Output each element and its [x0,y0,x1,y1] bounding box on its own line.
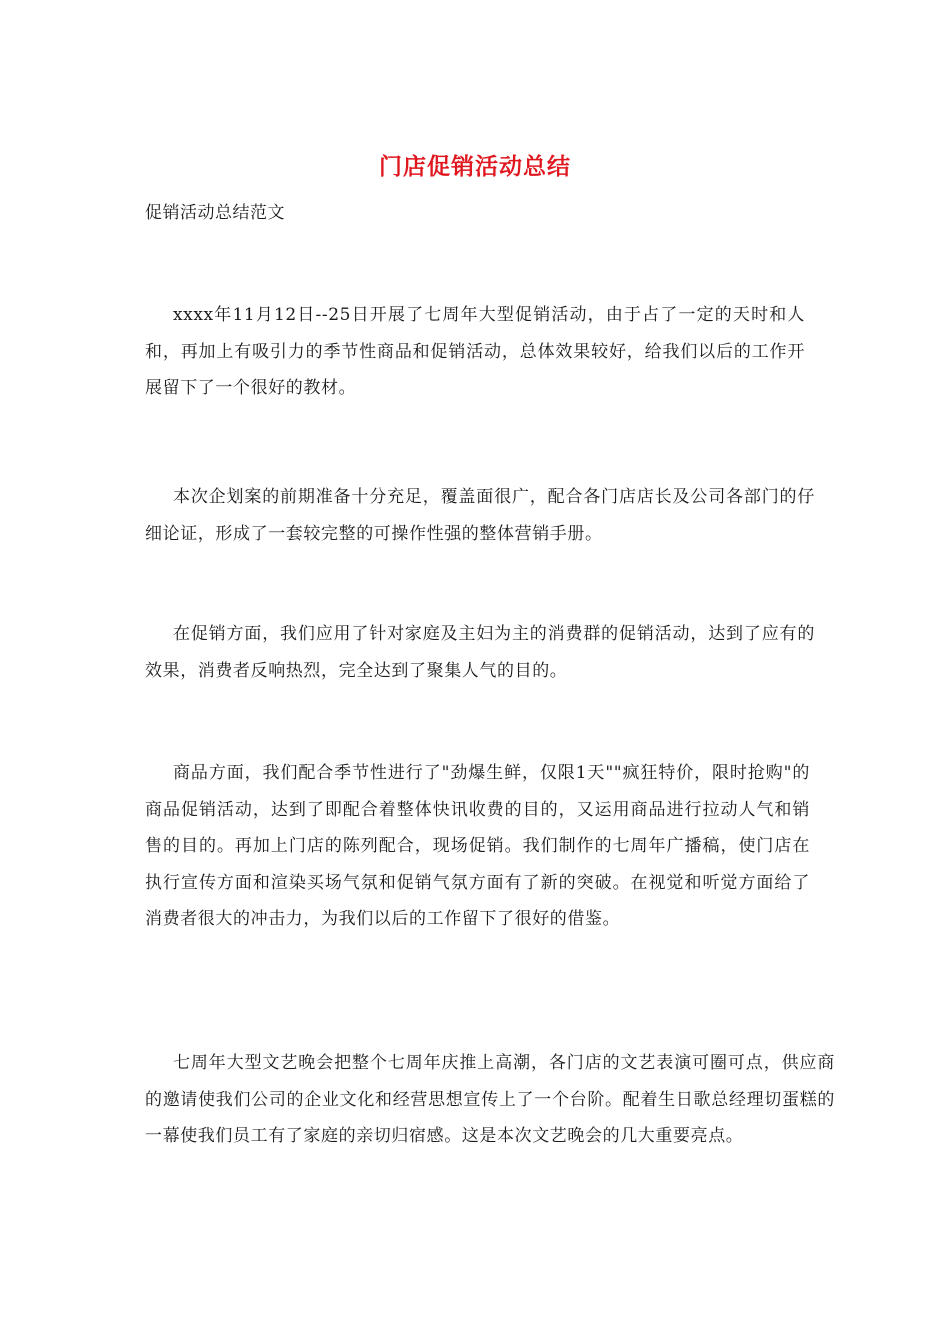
document-subtitle: 促销活动总结范文 [145,203,285,223]
paragraph-2: 本次企划案的前期准备十分充足，覆盖面很广，配合各门店店长及公司各部门的仔细论证，形成了一套较完整的可操作性强的整体营销手册。 [145,487,815,544]
document-title: 门店促销活动总结 [379,153,571,180]
paragraph-4: 商品方面，我们配合季节性进行了"劲爆生鲜，仅限1天""疯狂特价，限时抢购"的商品促销活动，达到了即配合着整体快讯收费的目的，又运用商品进行拉动人气和销售的目的。再加上门店的陈列配合，现场促销。我们制作的七周年广播稿，使门店在执行宣传方面和渲染买场气氛和促销气氛方面有了新的突破。在视觉和听觉方面给了消费者很大的冲击力，为我们以后的工作留下了很好的借鉴。 [145,763,810,929]
paragraph-1: xxxx年11月12日--25日开展了七周年大型促销活动，由于占了一定的天时和人和，再加上有吸引力的季节性商品和促销活动，总体效果较好，给我们以后的工作开展留下了一个很好的教材。 [145,305,805,398]
paragraph-5: 七周年大型文艺晚会把整个七周年庆推上高潮，各门店的文艺表演可圈可点，供应商的邀请使我们公司的企业文化和经营思想宣传上了一个台阶。配着生日歌总经理切蛋糕的一幕使我们员工有了家庭的亲切归宿感。这是本次文艺晚会的几大重要亮点。 [145,1053,835,1146]
paragraph-3: 在促销方面，我们应用了针对家庭及主妇为主的消费群的促销活动，达到了应有的效果，消费者反响热烈，完全达到了聚集人气的目的。 [145,624,815,681]
